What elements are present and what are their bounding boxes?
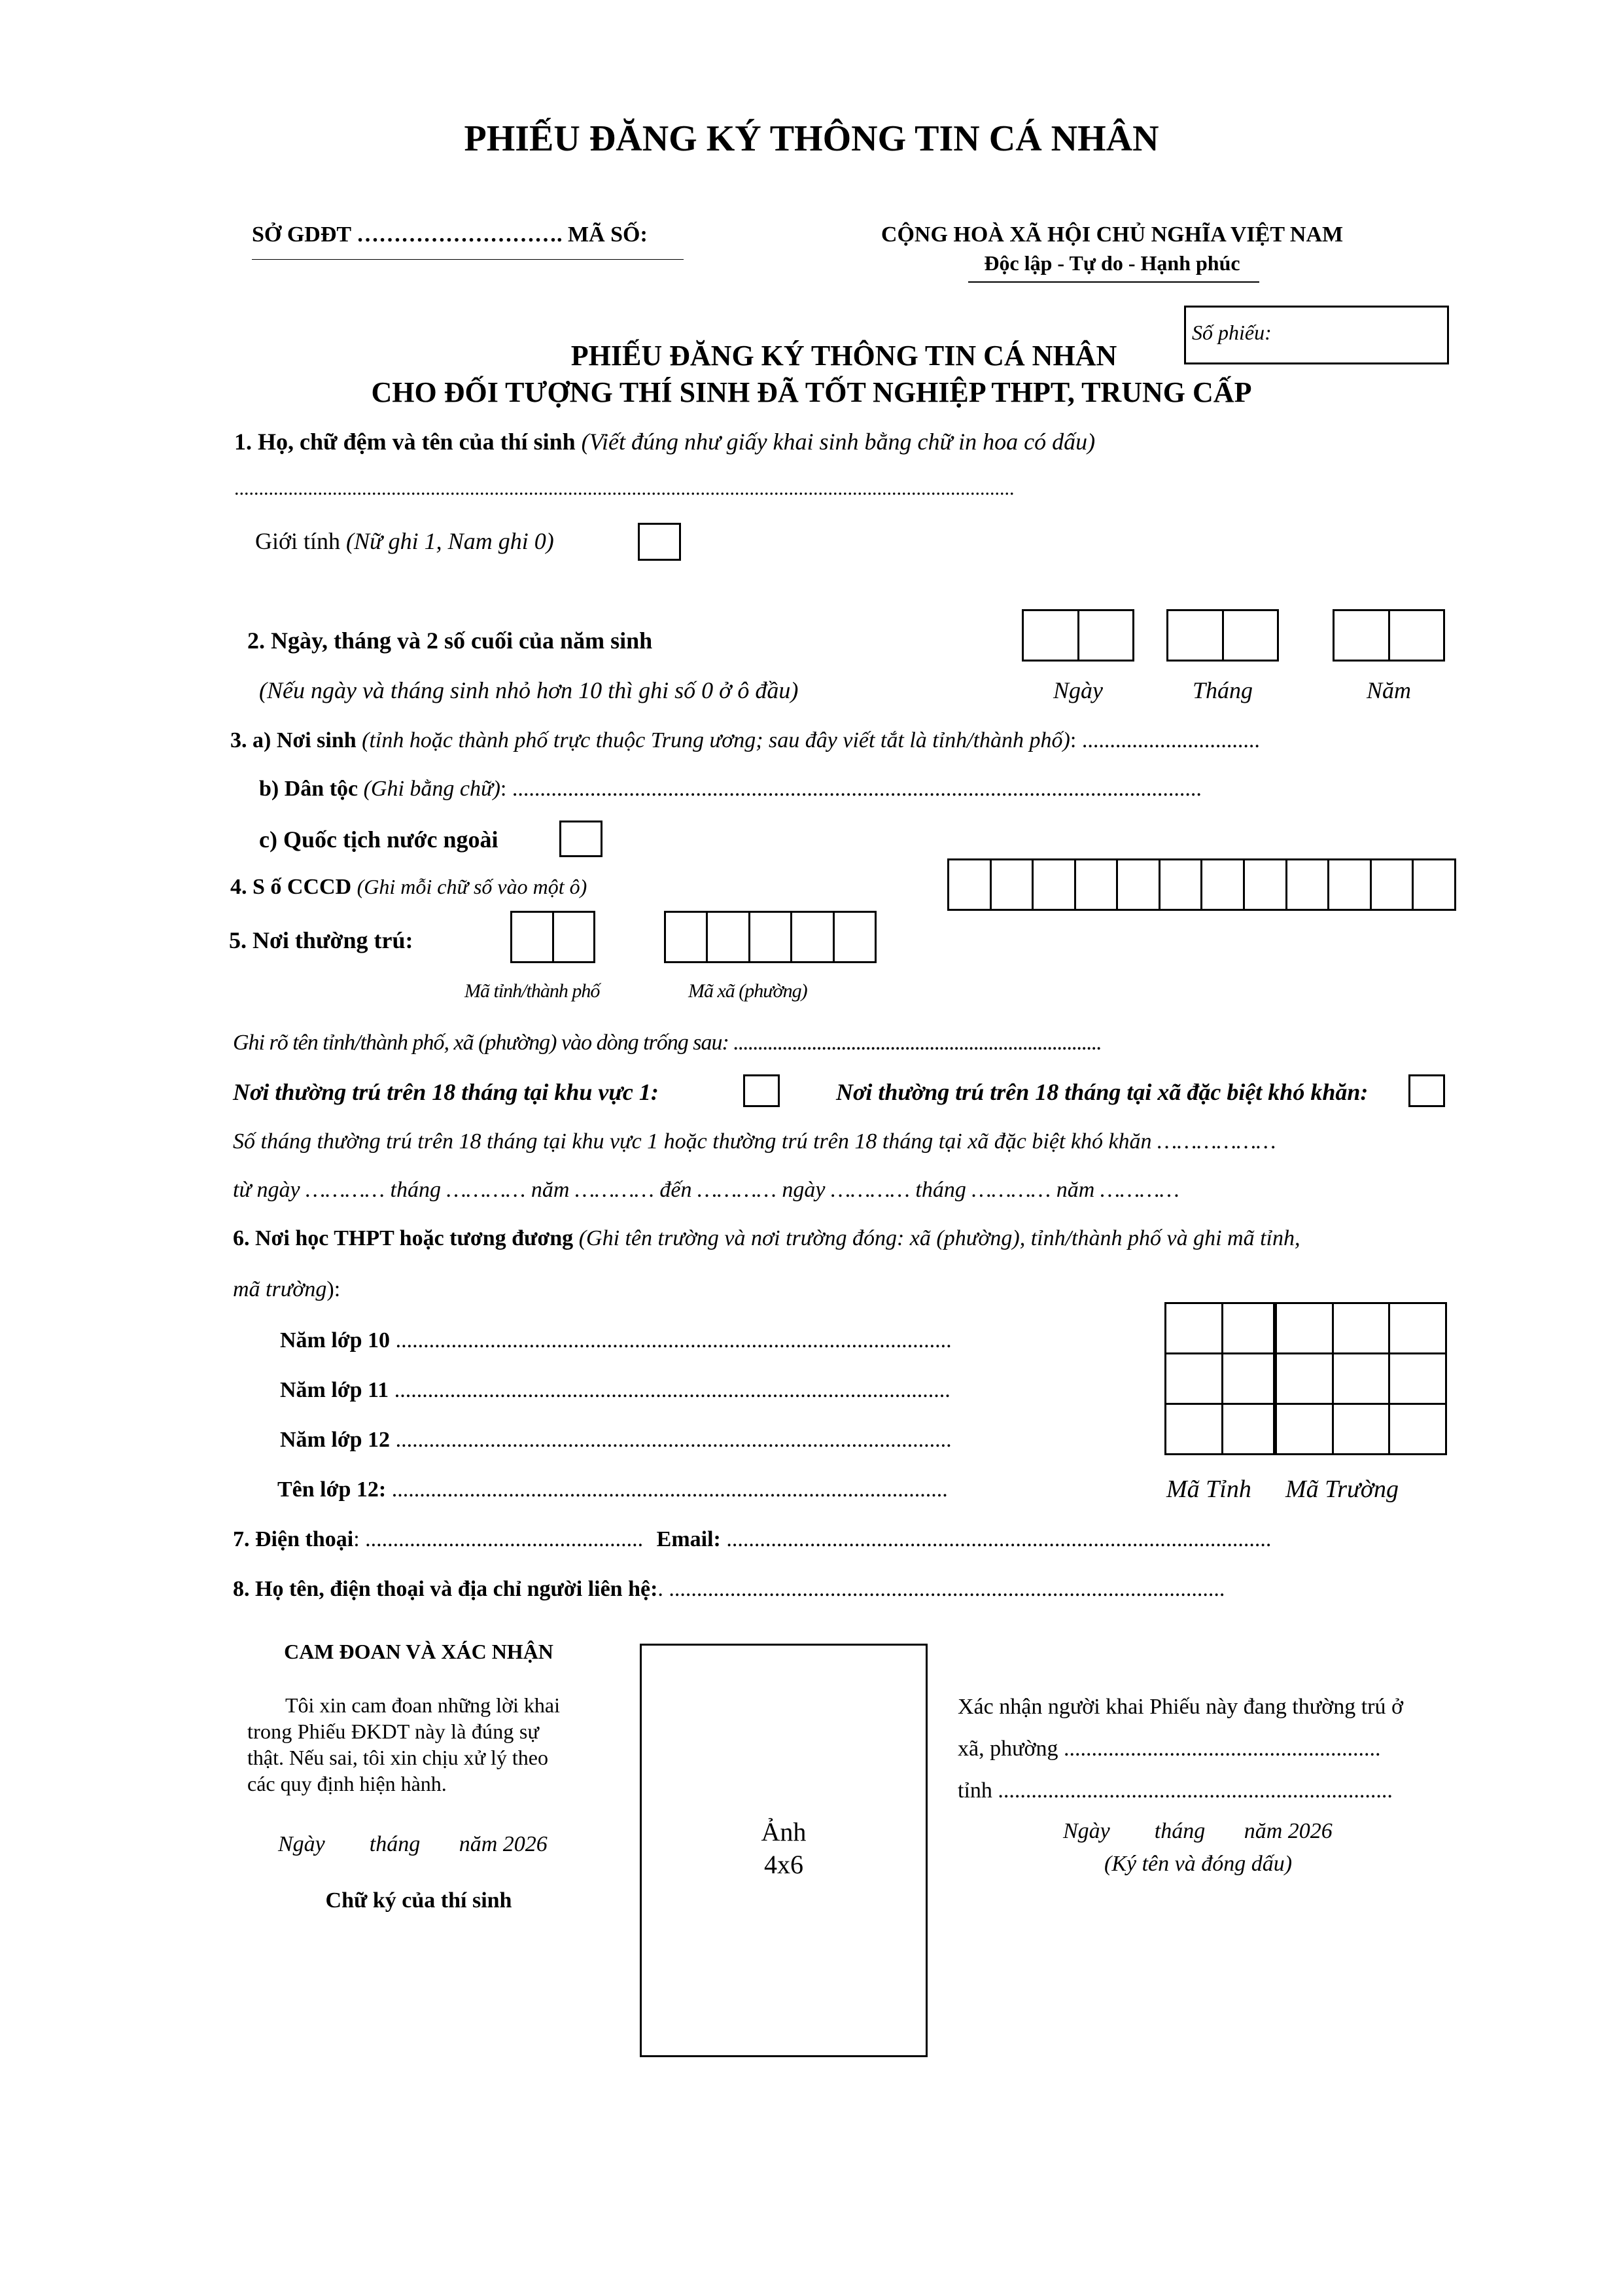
class-12-field[interactable]: .................................................................................................... <box>391 1477 948 1502</box>
foreign-nationality-box[interactable] <box>559 821 602 857</box>
special-commune-box[interactable] <box>1408 1074 1445 1107</box>
motto-underline <box>968 281 1259 283</box>
section-1-label: 1. Họ, chữ đệm và tên của thí sinh <box>234 429 576 455</box>
ethnicity-row <box>259 777 1202 802</box>
form-title-line2: CHO ĐỐI TƯỢNG THÍ SINH ĐÃ TỐT NGHIỆP THPT, TRUNG CẤP <box>371 376 1252 408</box>
gender-label: Giới tính <box>255 528 341 554</box>
section-6-note2-end: ): <box>326 1277 341 1301</box>
oath-date: Ngày tháng năm 2026 <box>278 1832 548 1856</box>
section-6-note: (Ghi tên trường và nơi trường đóng: xã (phường), tỉnh/thành phố và ghi mã tỉnh, <box>578 1226 1300 1250</box>
province-code-boxes[interactable] <box>510 911 595 963</box>
birth-day-boxes[interactable] <box>1022 609 1134 662</box>
province-code-caption: Mã tỉnh/thành phố <box>464 980 600 1002</box>
department-underline <box>252 259 684 260</box>
commune-code-caption: Mã xã (phường) <box>688 980 807 1002</box>
phone-field[interactable]: : .................................................. <box>353 1527 644 1551</box>
section-1-name <box>234 428 1095 455</box>
year-caption: Năm <box>1366 677 1411 703</box>
ethnicity-field[interactable]: : ............................................................................................................................ <box>500 777 1202 801</box>
contact-row <box>233 1527 1271 1552</box>
address-detail-field[interactable]: Ghi rõ tên tỉnh/thành phố, xã (phường) vào dòng trống sau: ........................................................................... <box>233 1031 1102 1055</box>
school-code-grid-row-11[interactable] <box>1164 1352 1447 1405</box>
form-title-line1: PHIẾU ĐĂNG KÝ THÔNG TIN CÁ NHÂN <box>570 340 1117 372</box>
section-6-label: 6. Nơi học THPT hoặc tương đương <box>233 1226 574 1250</box>
grade-10-row <box>280 1328 952 1353</box>
day-caption: Ngày <box>1053 677 1103 703</box>
school-code-grid-row-12[interactable] <box>1164 1403 1447 1455</box>
section-8-field[interactable]: . .................................................................................................... <box>657 1577 1225 1601</box>
class-12-label: Tên lớp 12: <box>277 1477 387 1502</box>
gender-box[interactable] <box>638 523 681 561</box>
photo-size: 4x6 <box>764 1850 803 1879</box>
confirm-date: Ngày tháng năm 2026 <box>1063 1819 1333 1843</box>
grade-11-label: Năm lớp 11 <box>280 1378 389 1402</box>
province-code-title: Mã Tỉnh <box>1166 1475 1251 1503</box>
kv1-label: Nơi thường trú trên 18 tháng tại khu vực 1: <box>233 1079 659 1105</box>
ethnicity-note: (Ghi bằng chữ) <box>363 777 500 801</box>
grade-11-field[interactable]: .................................................................................................... <box>394 1378 951 1402</box>
months-field[interactable]: Số tháng thường trú trên 18 tháng tại khu vực 1 hoặc thường trú trên 18 tháng tại xã đặc biệt khó khăn ……………… <box>233 1129 1276 1154</box>
candidate-signature-label: Chữ ký của thí sinh <box>325 1888 512 1913</box>
grade-12-row <box>280 1428 952 1453</box>
section-6-note2: mã trường <box>233 1277 327 1301</box>
birthplace-note: (tỉnh hoặc thành phố trực thuộc Trung ương; sau đây viết tắt là tỉnh/thành phố) <box>362 728 1070 752</box>
republic-name: CỘNG HOÀ XÃ HỘI CHỦ NGHĨA VIỆT NAM <box>881 222 1344 247</box>
school-code-title: Mã Trường <box>1285 1475 1399 1503</box>
kv1-box[interactable] <box>743 1074 780 1107</box>
foreign-nationality-label: c) Quốc tịch nước ngoài <box>259 826 498 853</box>
oath-line-2: trong Phiếu ĐKDT này là đúng sự <box>247 1720 540 1743</box>
commune-code-boxes[interactable] <box>664 911 877 963</box>
birthplace-row <box>230 728 1260 753</box>
school-code-grid-row-10[interactable] <box>1164 1302 1447 1354</box>
grade-10-field[interactable]: .................................................................................................... <box>395 1328 952 1352</box>
cccd-note: (Ghi mỗi chữ số vào một ô) <box>357 875 587 898</box>
email-field[interactable]: .................................................................................................. <box>720 1527 1272 1551</box>
birthplace-field[interactable]: : ................................ <box>1070 728 1260 752</box>
motto: Độc lập - Tự do - Hạnh phúc <box>984 251 1240 275</box>
section-5-label: 5. Nơi thường trú: <box>229 927 413 953</box>
section-2-note: (Nếu ngày và tháng sinh nhỏ hơn 10 thì ghi số 0 ở ô đầu) <box>259 677 799 703</box>
birth-year-boxes[interactable] <box>1333 609 1445 662</box>
grade-11-row <box>280 1378 951 1403</box>
oath-line-4: các quy định hiện hành. <box>247 1772 447 1795</box>
section-1-note: (Viết đúng như giấy khai sinh bằng chữ in hoa có dấu) <box>581 429 1096 455</box>
period-field[interactable]: từ ngày ………… tháng ………… năm ………… đến ………… ngày ………… tháng ………… năm ………… <box>233 1178 1179 1202</box>
photo-label: Ảnh <box>761 1817 807 1846</box>
oath-line-1: Tôi xin cam đoan những lời khai <box>285 1693 560 1717</box>
department-label: SỞ GDĐT ………………………. MÃ SỐ: <box>252 222 648 247</box>
top-title: PHIẾU ĐĂNG KÝ THÔNG TIN CÁ NHÂN <box>464 118 1159 159</box>
section-6-note-cont <box>233 1277 340 1302</box>
class-12-row <box>277 1477 948 1502</box>
ticket-number-label: Số phiếu: <box>1192 321 1272 344</box>
cccd-row <box>230 875 587 900</box>
section-6-row <box>233 1226 1300 1251</box>
department-line <box>252 222 648 247</box>
oath-title: CAM ĐOAN VÀ XÁC NHẬN <box>284 1640 553 1663</box>
oath-line-3: thật. Nếu sai, tôi xin chịu xử lý theo <box>247 1746 548 1769</box>
stamp-note: (Ký tên và đóng dấu) <box>1104 1852 1293 1876</box>
section-8-row <box>233 1577 1225 1602</box>
confirm-commune-field[interactable]: xã, phường ......................................................... <box>958 1737 1381 1761</box>
section-8-label: 8. Họ tên, điện thoại và địa chỉ người liên hệ: <box>233 1577 658 1601</box>
grade-12-field[interactable]: .................................................................................................... <box>395 1428 952 1452</box>
confirm-line-1: Xác nhận người khai Phiếu này đang thường trú ở <box>958 1695 1403 1719</box>
full-name-field[interactable]: ............................................................................................................................................................... <box>234 478 1015 499</box>
month-caption: Tháng <box>1192 677 1253 703</box>
confirm-province-field[interactable]: tỉnh ....................................................................... <box>958 1778 1393 1803</box>
cccd-boxes[interactable] <box>947 858 1456 911</box>
birthplace-label: 3. a) Nơi sinh <box>230 728 357 752</box>
grade-12-label: Năm lớp 12 <box>280 1428 391 1452</box>
gender-row <box>255 527 554 555</box>
cccd-label: 4. S ố CCCD <box>230 875 352 899</box>
gender-note: (Nữ ghi 1, Nam ghi 0) <box>346 528 554 554</box>
grade-10-label: Năm lớp 10 <box>280 1328 391 1352</box>
special-commune-label: Nơi thường trú trên 18 tháng tại xã đặc biệt khó khăn: <box>836 1079 1369 1105</box>
phone-label: 7. Điện thoại <box>233 1527 354 1551</box>
email-label: Email: <box>656 1527 721 1551</box>
ethnicity-label: b) Dân tộc <box>259 777 358 801</box>
birth-month-boxes[interactable] <box>1166 609 1279 662</box>
section-2-label: 2. Ngày, tháng và 2 số cuối của năm sinh <box>247 627 653 654</box>
